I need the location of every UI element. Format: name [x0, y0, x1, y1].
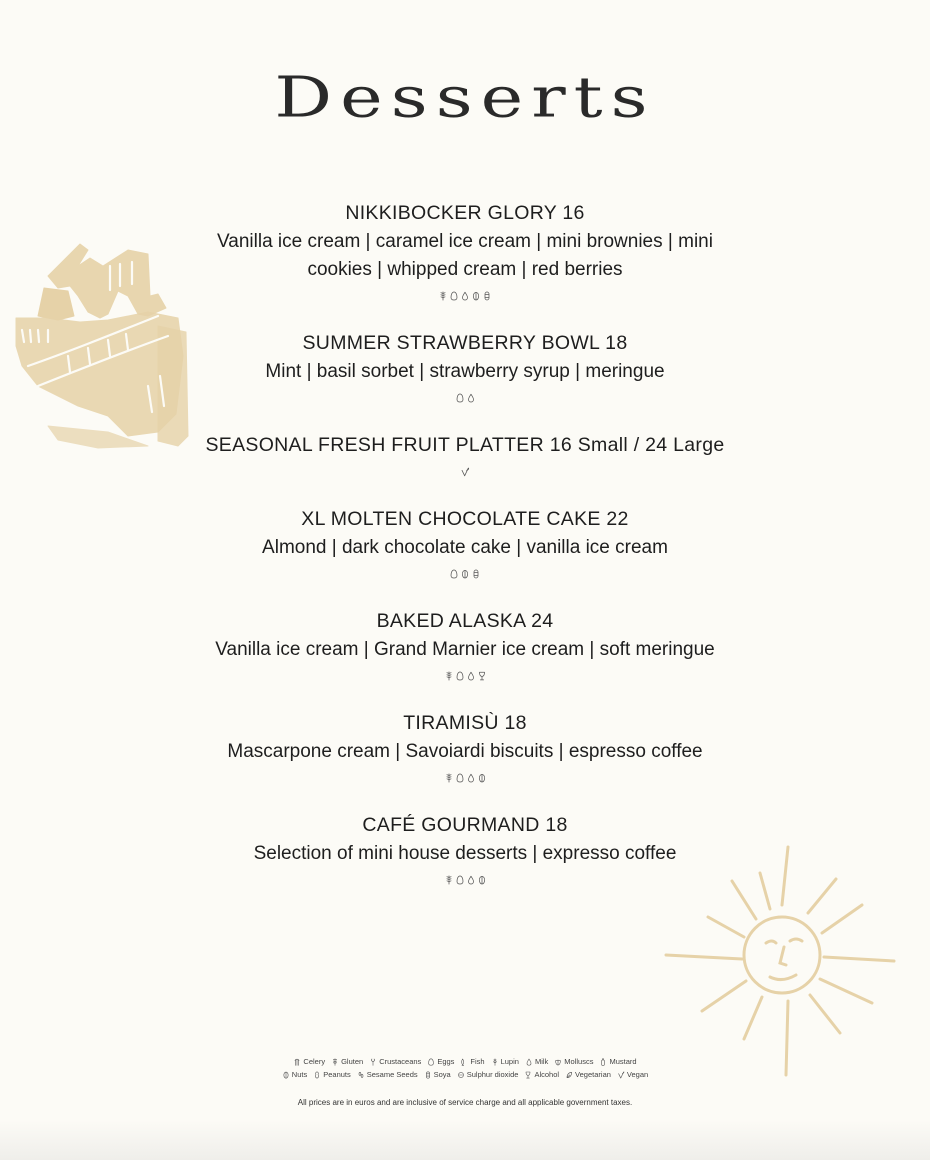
menu-item-name: SUMMER STRAWBERRY BOWL 18	[302, 332, 628, 354]
menu-item	[0, 328, 930, 408]
gluten-icon	[331, 1058, 339, 1066]
legend-row	[0, 1068, 930, 1081]
legend-label: Molluscs	[564, 1057, 594, 1066]
milk-icon	[466, 875, 476, 885]
legend-entry	[282, 1068, 307, 1081]
legend-row	[0, 1055, 930, 1068]
menu-item	[0, 430, 930, 482]
legend-label: Soya	[433, 1070, 451, 1079]
legend-label: Alcohol	[534, 1070, 560, 1079]
price-footnote: All prices are in euros and are inclusive of service charge and all applicable government taxes.	[297, 1098, 633, 1107]
menu-item-description: Vanilla ice cream | caramel ice cream | mini brownies | mini cookies | whipped cream | red berries	[217, 231, 713, 280]
allergen-icons	[444, 872, 487, 888]
legend-entry	[617, 1068, 648, 1081]
legend-label: Sesame Seeds	[366, 1070, 418, 1079]
legend-label: Mustard	[609, 1057, 637, 1066]
nuts-icon	[460, 569, 470, 579]
menu-item-name: CAFÉ GOURMAND 18	[362, 814, 568, 836]
legend-entry	[424, 1068, 451, 1081]
eggs-icon	[455, 393, 465, 403]
legend-label: Peanuts	[323, 1070, 351, 1079]
menu-item	[0, 810, 930, 890]
legend-entry	[357, 1068, 418, 1081]
legend-entry	[524, 1068, 559, 1081]
menu-item	[0, 708, 930, 788]
legend-label: Vegetarian	[575, 1070, 611, 1079]
legend-entry	[599, 1055, 636, 1068]
allergen-icons	[455, 390, 476, 406]
vegetarian-icon	[565, 1071, 573, 1079]
allergen-icons	[438, 288, 492, 304]
molluscs-icon	[554, 1058, 562, 1066]
menu-item-description: Mascarpone cream | Savoiardi biscuits | espresso coffee	[227, 741, 703, 762]
eggs-icon	[427, 1058, 435, 1066]
legend-entry	[427, 1055, 454, 1068]
vegan-icon	[460, 467, 470, 477]
alcohol-icon	[477, 671, 487, 681]
milk-icon	[525, 1058, 533, 1066]
gluten-icon	[444, 671, 454, 681]
eggs-icon	[455, 875, 465, 885]
milk-icon	[466, 773, 476, 783]
soya-icon	[424, 1071, 432, 1079]
menu-item-description: Mint | basil sorbet | strawberry syrup | meringue	[265, 361, 665, 382]
legend-label: Gluten	[341, 1057, 364, 1066]
nuts-icon	[477, 773, 487, 783]
menu-item-name: BAKED ALASKA 24	[376, 610, 554, 632]
allergen-icons	[460, 464, 470, 480]
milk-icon	[466, 393, 476, 403]
menu-item-name: TIRAMISÙ 18	[403, 712, 527, 734]
legend-entry	[565, 1068, 611, 1081]
menu-item	[0, 198, 930, 306]
eggs-icon	[455, 773, 465, 783]
nuts-icon	[471, 291, 481, 301]
menu-item-description: Vanilla ice cream | Grand Marnier ice cream | soft meringue	[215, 639, 715, 660]
menu-item-name: SEASONAL FRESH FRUIT PLATTER 16 Small / 24 Large	[205, 434, 725, 456]
legend-entry	[554, 1055, 593, 1068]
menu-item-description: Selection of mini house desserts | expresso coffee	[253, 843, 677, 864]
allergen-legend	[0, 1055, 930, 1081]
lupin-icon	[491, 1058, 499, 1066]
eggs-icon	[449, 569, 459, 579]
legend-label: Nuts	[291, 1070, 308, 1079]
legend-label: Eggs	[437, 1057, 455, 1066]
fish-icon	[460, 1058, 468, 1066]
sulphur-icon	[457, 1071, 465, 1079]
sesame-icon	[357, 1071, 365, 1079]
soya-icon	[482, 291, 492, 301]
legend-entry	[331, 1055, 363, 1068]
gluten-icon	[438, 291, 448, 301]
eggs-icon	[455, 671, 465, 681]
legend-label: Celery	[303, 1057, 326, 1066]
allergen-icons	[444, 770, 487, 786]
page-edge-shadow	[0, 1120, 930, 1160]
legend-entry	[293, 1055, 325, 1068]
legend-entry	[457, 1068, 519, 1081]
legend-entry	[491, 1055, 519, 1068]
gluten-icon	[444, 773, 454, 783]
vegan-icon	[617, 1071, 625, 1079]
allergen-icons	[444, 668, 487, 684]
legend-label: Milk	[534, 1057, 549, 1066]
soya-icon	[471, 569, 481, 579]
legend-label: Fish	[470, 1057, 485, 1066]
celery-icon	[293, 1058, 301, 1066]
menu-item-name: NIKKIBOCKER GLORY 16	[345, 202, 585, 224]
page-title: Desserts	[274, 64, 656, 130]
mustard-icon	[599, 1058, 607, 1066]
nuts-icon	[282, 1071, 290, 1079]
allergen-icons	[449, 566, 481, 582]
legend-entry	[369, 1055, 421, 1068]
menu-item-description: Almond | dark chocolate cake | vanilla ice cream	[262, 537, 668, 558]
menu-item	[0, 606, 930, 686]
menu-item-name: XL MOLTEN CHOCOLATE CAKE 22	[301, 508, 629, 530]
legend-entry	[460, 1055, 484, 1068]
alcohol-icon	[524, 1071, 532, 1079]
legend-entry	[313, 1068, 351, 1081]
legend-label: Vegan	[626, 1070, 649, 1079]
crustaceans-icon	[369, 1058, 377, 1066]
milk-icon	[466, 671, 476, 681]
legend-label: Sulphur dioxide	[466, 1070, 519, 1079]
gluten-icon	[444, 875, 454, 885]
eggs-icon	[449, 291, 459, 301]
nuts-icon	[477, 875, 487, 885]
legend-entry	[525, 1055, 548, 1068]
peanuts-icon	[313, 1071, 321, 1079]
dessert-menu	[0, 198, 930, 912]
milk-icon	[460, 291, 470, 301]
legend-label: Lupin	[500, 1057, 519, 1066]
menu-item	[0, 504, 930, 584]
legend-label: Crustaceans	[379, 1057, 422, 1066]
